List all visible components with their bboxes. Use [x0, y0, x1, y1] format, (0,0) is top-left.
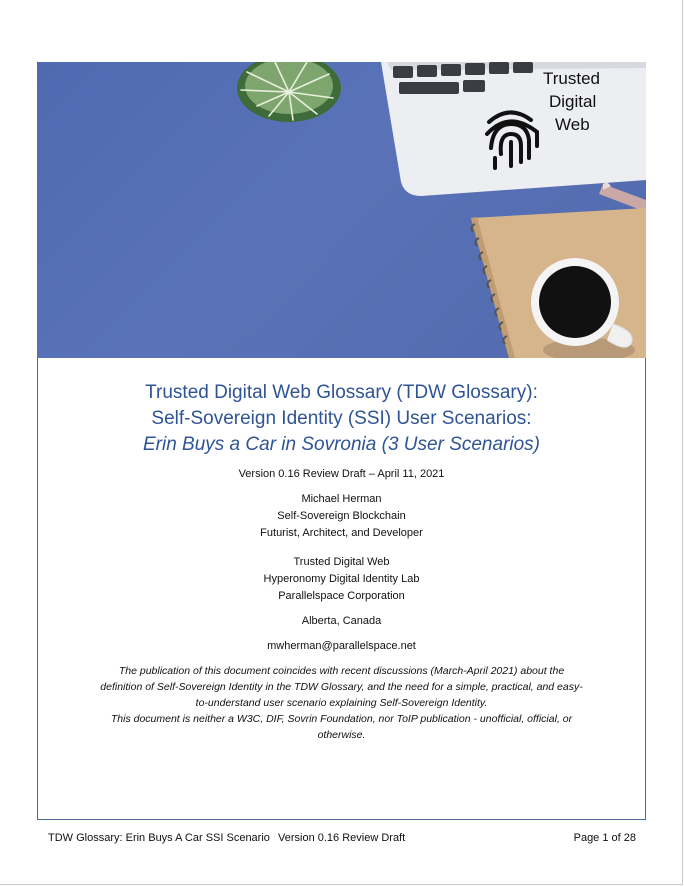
cover-image	[37, 62, 646, 358]
footer-version: Version 0.16 Review Draft	[278, 832, 406, 844]
footer-doc-title: TDW Glossary: Erin Buys A Car SSI Scenario	[48, 832, 270, 844]
logo-line-2: Digital	[549, 92, 597, 111]
plant-icon	[237, 62, 341, 122]
footer-page-number: Page 1 of 28	[573, 832, 636, 844]
email-address: mwherman@parallelspace.net	[267, 640, 416, 652]
cover-content	[38, 380, 645, 743]
publication-notice	[72, 663, 612, 743]
page-footer	[48, 832, 636, 848]
laptop-icon	[381, 62, 646, 196]
pen-icon	[599, 182, 646, 212]
author-org: Self-Sovereign Blockchain	[277, 510, 406, 522]
title-line-2: Self-Sovereign Identity (SSI) User Scenarios:	[151, 408, 532, 429]
version-line: Version 0.16 Review Draft – April 11, 2021	[238, 468, 445, 480]
affiliation-3: Parallelspace Corporation	[278, 590, 405, 602]
location: Alberta, Canada	[301, 615, 382, 627]
affiliation-2: Hyperonomy Digital Identity Lab	[263, 573, 420, 585]
author-name: Michael Herman	[301, 493, 382, 505]
affiliation-1: Trusted Digital Web	[293, 556, 390, 568]
logo-line-1: Trusted	[543, 69, 601, 88]
notice-line-1: The publication of this document coincides with recent discussions (March-April 2021) about the	[118, 665, 565, 677]
notice-line-5: otherwise.	[317, 729, 366, 741]
title-line-1: Trusted Digital Web Glossary (TDW Glossary):	[145, 382, 538, 403]
notice-line-4: This document is neither a W3C, DIF, Sovrin Foundation, nor ToIP publication - unofficial, official, or	[110, 713, 573, 725]
logo-line-3: Web	[555, 115, 590, 134]
notice-line-2: definition of Self-Sovereign Identity in the TDW Glossary, and the need for a simple, practical, and easy-	[100, 681, 583, 693]
notice-line-3: to-understand user scenario explaining Self-Sovereign Identity.	[195, 697, 488, 709]
title-line-3: Erin Buys a Car in Sovronia (3 User Scenarios)	[142, 434, 541, 455]
author-role: Futurist, Architect, and Developer	[260, 527, 423, 539]
